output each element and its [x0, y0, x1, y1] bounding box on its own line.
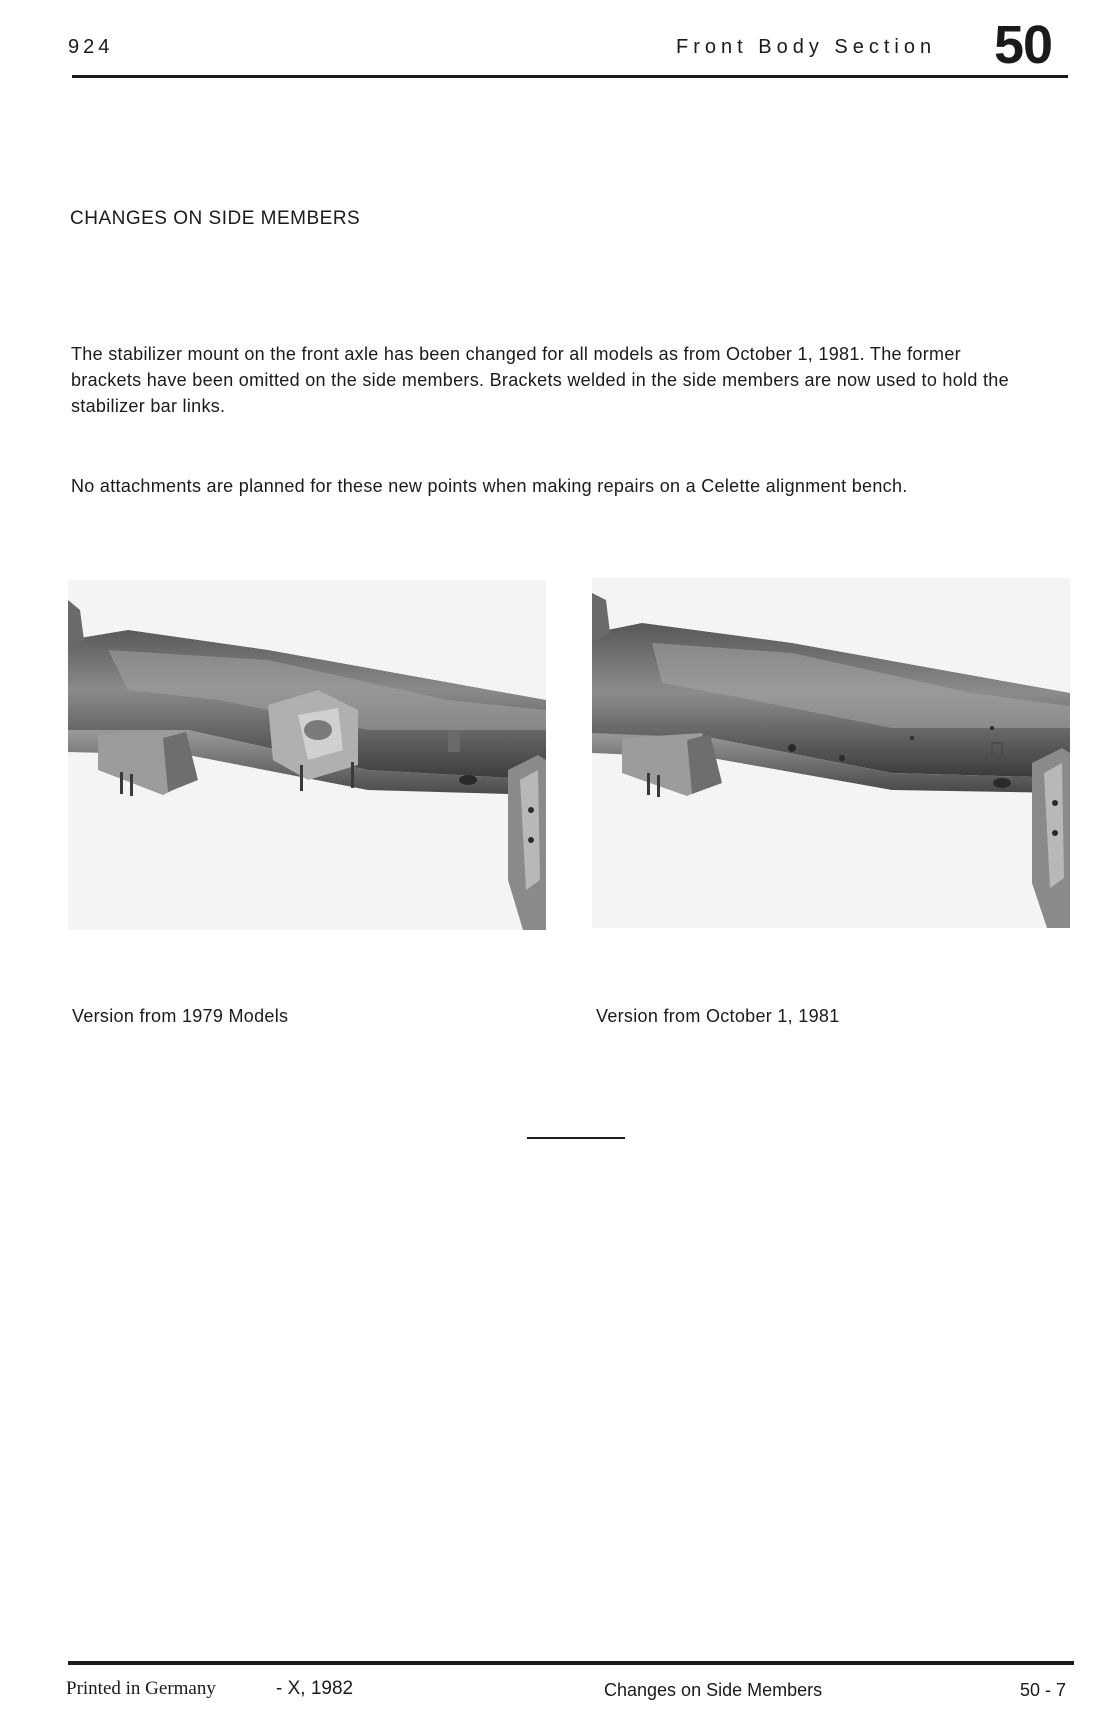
body-paragraph-2: No attachments are planned for these new points when making repairs on a Celette alignment bench. — [71, 476, 908, 496]
footer-rule — [68, 1661, 1074, 1665]
manual-model-label: 924 — [68, 36, 114, 58]
figure-caption-1981: Version from October 1, 1981 — [596, 1006, 840, 1026]
footer-page-title: Changes on Side Members — [604, 1680, 823, 1700]
figure-caption-1979: Version from 1979 Models — [72, 1006, 289, 1026]
body-paragraph-1: The stabilizer mount on the front axle has been changed for all models as from October 1, 1981. The former brackets have been omitted on the side members. Brackets welded in the side members are now used to hold the stabilizer bar links. — [71, 344, 1009, 416]
header-rule — [72, 75, 1068, 78]
side-member-photo-1981 — [592, 578, 1070, 928]
side-member-photo-1979 — [68, 580, 546, 930]
footer-edition-date: - X, 1982 — [276, 1678, 354, 1699]
page-heading: CHANGES ON SIDE MEMBERS — [70, 208, 361, 229]
footer-printed-in: Printed in Germany — [66, 1678, 216, 1699]
footer-page-number: 50 - 7 — [1020, 1680, 1067, 1700]
section-end-rule — [527, 1137, 625, 1139]
section-title: Front Body Section — [676, 36, 937, 58]
section-number: 50 — [994, 15, 1053, 75]
